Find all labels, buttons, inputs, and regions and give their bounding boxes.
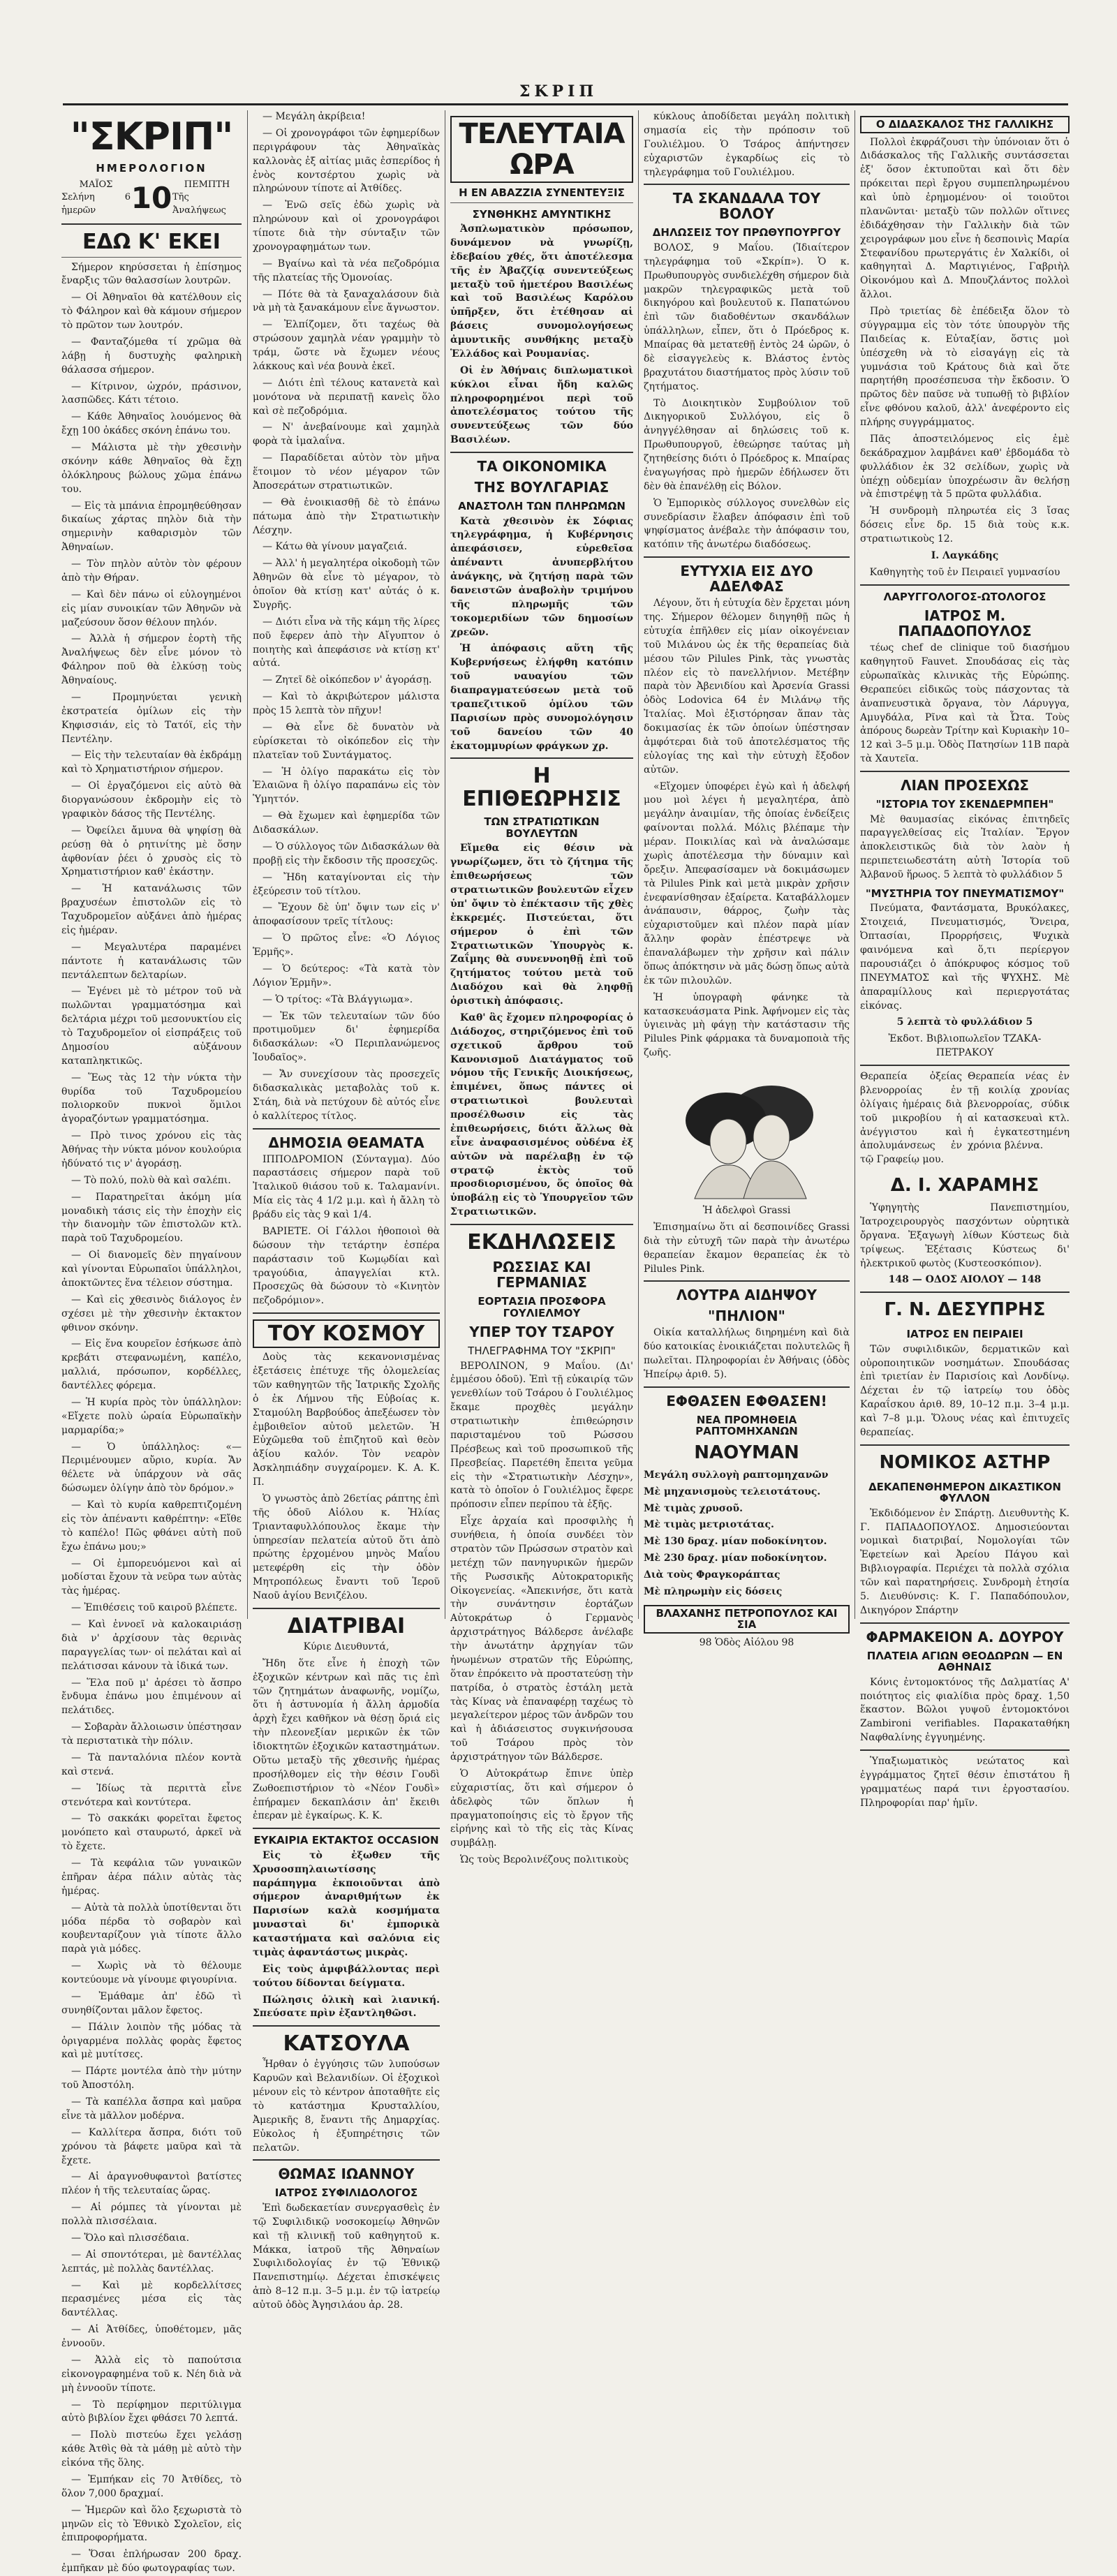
section-heading: ΚΑΤΣΟΥΛΑ: [283, 2031, 410, 2057]
advertiser-address: 98 Ὁδὸς Αἰόλου 98: [699, 1636, 794, 1648]
divider: [644, 1386, 850, 1388]
section-subheading: ΤΗΣ ΒΟΥΛΓΑΡΙΑΣ: [474, 479, 609, 496]
article-lead: Ἀσπλωματικὸν πρόσωπον, δυνάμενον νὰ γνωρίζῃ, ἐδεβαίου χθές, ὅτι ἀποτέλεσμα τῆς ἐν Ἀβαζζίᾳ συνεντεύξεως μεταξὺ τοῦ ἡμετέρου Βασιλέως καὶ τοῦ Βασιλέως Καρόλου ὑπῆρξεν, ὅτι ἐτέθησαν αἱ βάσεις συνομολογήσεως ἀμυντικῆς συνθήκης μεταξὺ Ἑλλάδος καὶ Ρουμανίας.: [450, 223, 633, 360]
calendar-month: ΜΑΪΟΣ: [79, 179, 113, 191]
calendar-day-number: 10: [131, 180, 172, 215]
paragraph: — Ὁ δεύτερος: «Τὰ κατὰ τὸν Λόγιον Ἑρμῆν».: [253, 963, 440, 989]
paragraph: — Σοβαρὰν ἄλλοιωσιν ὑπέστησαν τὰ περιστατικὰ τὴν πόλιν.: [61, 1722, 242, 1747]
paragraph: — Εἰς ἕνα κουρεῖον ἐσήκωσε ἀπὸ κρεβάτι στεφανωμένη, καπέλο, μαλλιά, πρόσωπον, κορδέλλες, δαντέλλες φόρεμα.: [61, 1338, 242, 1392]
divider: [61, 257, 242, 258]
paragraph: — Πάρτε μοντέλα ἀπὸ τὴν μύτην τοῦ Ἀποστόλη.: [61, 2066, 242, 2092]
section-subheading: ΥΠΕΡ ΤΟΥ ΤΣΑΡΟΥ: [469, 1324, 614, 1340]
advertisement-list: [644, 1469, 850, 1599]
divider: [450, 202, 633, 203]
paragraph: Ἡ συνδρομὴ πληρωτέα εἰς 3 ἴσας δόσεις εἶνε δρ. 15 διὰ τοὺς κ.κ. στρατιωτικοὺς 12.: [860, 505, 1070, 545]
article-body: [644, 110, 850, 179]
paragraph: — Θὰ ἔχωμεν καὶ ἐφημερίδα τῶν Διδασκάλων.: [253, 810, 440, 836]
paragraph: — Ἡ ὀλίγο παρακάτω εἰς τὸν Ἐλαιῶνα ἢ ὀλίγο παραπάνω εἰς τὸν Ὑμηττόν.: [253, 766, 440, 806]
paragraph: — Τὸ περίφημον περιτύλιγμα αὐτὸ βιβλίον ἔχει φθάσει 70 λεπτά.: [61, 2399, 242, 2425]
divider: [450, 452, 633, 453]
paragraph: — Ἀλλ' ἡ μεγαλητέρα οἰκοδομὴ τῶν Ἀθηνῶν θὰ εἶνε τὸ μέγαρον, τὸ ὁποῖον θὰ κτίσῃ κατ' αὐτάς ὁ κ. Συγρῆς.: [253, 558, 440, 611]
paragraph: Πώλησις ὁλικὴ καὶ λιανική. Σπεύσατε πρὶν ἐξαντληθῶσι.: [253, 1994, 440, 2020]
paragraph: — Καὶ μὲ κορδελλίτσες περασμένες μέσα εἰς τὰς δαντέλλας.: [61, 2279, 242, 2319]
paragraph: — Ἰδίως τὰ περιττὰ εἶνε στενότερα καὶ κοντύτερα.: [61, 1782, 242, 1808]
article-body: [253, 1153, 440, 1309]
advertisement-body: [253, 1849, 440, 2022]
paragraph: — Τὸ πολύ, πολὺ θὰ καὶ σαλέπι.: [71, 1174, 231, 1186]
paragraph: — Εἰς τὰ μπάνια ἐπρομηθεύθησαν δικαίως χάρτας πηλὸν διὰ τὴν σημερινὴν καθαρισμὸν τῶν Ἀθηναίων.: [61, 500, 242, 554]
divider: [253, 2159, 440, 2161]
classified-ad: Ὑπαξιωματικὸς νεώτατος καὶ ἐγγράμματος ζητεῖ θέσιν ἐπιστάτου ἢ γραμματέως παρά τινι ἐργοστασίου. Πληροφορίαι παρ' ἡμῖν.: [860, 1756, 1070, 1809]
paragraph: — Ἔχουν δὲ ὑπ' ὄψιν των εἰς ν' ἀποφασίσουν τρεῖς τίτλους:: [253, 902, 440, 928]
divider: [644, 1280, 850, 1282]
section-heading: ΛΙΑΝ ΠΡΟΣΕΧΩΣ: [901, 777, 1029, 794]
article-body: [644, 597, 850, 1060]
paragraph: — Διότι εἶνα νὰ τῆς κάμη τῆς λίρες ποῦ ἔφερεν ἀπὸ τὴν Αἴγυπτον ὁ ποιητὴς καὶ ἀπεφάσισε νὰ κτίσῃ κτ' αὐτά.: [253, 616, 440, 669]
paragraph: Εἴμεθα εἰς θέσιν νὰ γνωρίζωμεν, ὅτι τὸ ζήτημα τῆς ἐπιθεωρήσεως τῶν στρατιωτικῶν βουλευτῶν εἶχεν ὑπ' ὄψιν τὸ ἐπέκτασιν τῆς χθὲς ἐκκρεμές. Πιστεύεται, ὅτι σήμερον ὁ ἐπὶ τῶν Στρατιωτικῶν Ὑπουργὸς κ. Ζαΐμης θὰ συνεννοηθῇ ἐπὶ τοῦ ζητήματος τούτου μετὰ τοῦ Διαδόχου καὶ θὰ ληφθῇ ὁριστικὴ ἀπόφασις.: [450, 843, 633, 1007]
column-5: [860, 110, 1070, 1809]
paragraph: — Ἐγένει μὲ τὸ μέτρον τοῦ νὰ πωλῶνται γραμματόσημα καὶ δελτάρια μέχρι τοῦ μεσονυκτίου εἰς τὸ Ταχυδρομεῖον οἱ εἰσπράξεις τοῦ Δημοσίου αὐξάνουν καταπληκτικῶς.: [61, 986, 242, 1067]
paragraph: — Φανταζόμεθα τί χρῶμα θὰ λάβῃ ἡ δυστυχὴς φαληρικὴ θάλασσα σήμερον.: [61, 336, 242, 376]
section-heading: ΕΦΘΑΣΕΝ ΕΦΘΑΣΕΝ!: [666, 1392, 827, 1409]
paragraph: κύκλους ἀποδίδεται μεγάλη πολιτικὴ σημασία εἰς τὴν πρόποσιν τοῦ Γουλιέλμου. Ὁ Τσάρος ἀπήντησεν εὐχαριστῶν ἐγκαρδίως εἰς τὸ τηλεγράφημα τοῦ Γουλιέλμου.: [644, 111, 850, 178]
paragraph: — Καλλίτερα ἄσπρα, διότι τοῦ χρόνου τὰ βάφετε μαῦρα καὶ τὰ ἔχετε.: [61, 2126, 242, 2166]
book-title: "ΜΥΣΤΗΡΙΑ ΤΟΥ ΠΝΕΥΜΑΤΙΣΜΟΥ": [865, 887, 1065, 900]
calendar-moon: Σελήνη 6 ἡμερῶν: [61, 192, 131, 216]
advertisement-text: τέως chef de clinique τοῦ διασήμου καθηγητοῦ Fauvet. Σπουδάσας εἰς τὰς εὐρωπαϊκὰς κλινικὰς τῆς Εὐρώπης. Θεραπεύει εἰδικῶς τοὺς πάσχοντας τὰ ἀναπνευστικὰ ὄργανα, τὸν Λάρυγγα, Αμυγδάλα, Ρῖνα καὶ τὰ Ὦτα. Τοὺς ἀπόρους δωρεὰν Τρίτην καὶ Κυριακὴν 10–12 καὶ 3–5 μ.μ. Ὁδὸς Πατησίων 11Β παρὰ τὰ Χαυτεῖα.: [860, 642, 1070, 765]
divider: [253, 1312, 440, 1314]
section-heading: ΛΟΥΤΡΑ ΑΙΔΗΨΟΥ: [676, 1287, 818, 1304]
section-subheading: "ΠΗΛΙΟΝ": [708, 1308, 785, 1325]
advertisement-text: Ἐκδιδόμενον ἐν Σπάρτῃ. Διευθυντὴς Κ. Γ. ΠΑΠΑΔΟΠΟΥΛΟΣ. Δημοσιεύονται νομικαὶ διατριβαί, Νομολογίαι τῶν Ἐφετείων καὶ Ἀρείου Πάγου καὶ Βιβλιογραφία. Περιέχει τὰ πολλὰ σχόλια τῶν καὶ παρατηρήσεις. Συνδρομὴ ἐτησία 5. Διευθύνσις: Κ. Γ. Παπαδόπουλον, Δικηγόρον Σπάρτην: [860, 1507, 1070, 1616]
paragraph: — Καὶ τὸ ἀκριβώτερον μάλιστα πρὸς 15 λεπτὰ τὸν πῆχυν!: [253, 691, 440, 716]
divider: [450, 1224, 633, 1225]
paragraph: — Ὅσαι ἐπλήρωσαν 200 δραχ. ἐμπῆκαν μὲ δύο φωτογραφίας των.: [61, 2549, 242, 2575]
paragraph: — Καὶ ἐννοεῖ νὰ καλοκαιριάσῃ διὰ ν' ἀρχίσουν τὰς θερινὰς παραγγελίας των· οἱ πελάται καὶ αἱ πελάτισσαι κάνουν τὰ ἰδικά των.: [61, 1619, 242, 1672]
paragraph: Ἦρθαν ὁ ἐγγύησις τῶν λυπούσων Καρυῶν καὶ Βελανιδίων. Οἱ ἐξοχικοὶ μένουν εἰς τὸ κέντρον ἀποταθῆτε εἰς τὸ κατάστημα Κρυσταλλίου, Ἀμερικῆς 8, ἔναντι τῆς Δημαρχίας. Εὐκολος ἡ ἐξυπηρέτησις τῶν πελατῶν.: [253, 2059, 440, 2154]
advertisement-line: Μὲ 230 δραχ. μίαν ποδοκίνητον.: [644, 1553, 827, 1564]
section-heading: ΤΟΥ ΚΟΣΜΟΥ: [253, 1319, 440, 1348]
paragraph: — Κάτω θὰ γίνουν μαγαζειά.: [262, 541, 408, 553]
paragraph: ΒΕΡΟΛΙΝΟΝ, 9 Μαΐου. (Δι' ἐμμέσου ὁδοῦ). Ἐπὶ τῇ εὐκαιρίᾳ τῶν γενεθλίων τοῦ Τσάρου ὁ Γουλιέλμος ἔκαμε προχθὲς μεγάλην στρατιωτικὴν ἐπιθεώρησιν παρισταμένου τοῦ Ρώσσου Πρέσβεως καὶ τοῦ προσωπικοῦ τῆς Πρεσβείας. Παρετέθη ἔπειτα γεῦμα εἰς τὴν «Στρατιωτικὴν Λέσχην», κατὰ τὸ ὁποῖον ὁ Γουλιέλμος ἔφερε πρόποσιν εἶπεν περίπου τὰ ἑξῆς.: [450, 1360, 633, 1511]
paragraph: — Αὐτὰ τὰ πολλὰ ὑποτίθενται ὅτι μόδα πέρδα τὸ σοβαρὸν καὶ κουβενταρίζουν γιὰ τίποτε ἄλλο παρὰ γιὰ μόδες.: [61, 1902, 242, 1955]
paragraph: — Κίτρινον, ὠχρόν, πράσινον, λασπῶδες. Κάτι τέτοιο.: [61, 380, 242, 406]
portrait-illustration: [667, 1066, 827, 1199]
publisher: Ἐκδοτ. Βιβλιοπωλεῖον ΤΖΑΚΑ-ΠΕΤΡΑΚΟΥ: [888, 1033, 1042, 1059]
paragraph: Ὁ Αὐτοκράτωρ ἔπινε ὑπὲρ εὐχαριστίας, ὅτι καὶ σήμερον ὁ ἀδελφὸς τῶν ὅπλων ἡ πραγματοποίησις εἰς τὸ ἔργον τῆς εἰρήνης καὶ τὸ τῆς εἰς τὰς Κίνας συμβάλῃ.: [450, 1768, 633, 1849]
advertisement-text: Τῶν συφιλιδικῶν, δερματικῶν καὶ οὐροποιητικῶν νοσημάτων. Σπουδάσας ἐπὶ τριετίαν ἐν Παρισίοις καὶ Λονδίνῳ. Δέχεται ἐν τῷ ἰατρείῳ του ὁδὸς Καραΐσκου ἀριθ. 89, 10–12 π.μ. 3–4 μ.μ. καὶ 7–8 μ.μ. Ὅλους νέας καὶ ἐπιτυχεῖς θεραπείας.: [860, 1343, 1070, 1438]
section-subheading: ΔΕΚΑΠΕΝΘΗΜΕΡΟΝ ΔΙΚΑΣΤΙΚΟΝ ΦΥΛΛΟΝ: [868, 1480, 1061, 1505]
masthead-rule: [63, 103, 1068, 105]
paragraph: — Ὁ ὑπάλληλος: «— Περιμένουμεν αὔριο, κυρία. Ἄν θέλετε νὰ ὑπάρχουν νὰ σᾶς δώσωμεν ὀλίγην ἀπὸ τὸν δρόμον.»: [61, 1441, 242, 1495]
divider: [61, 223, 242, 225]
section-heading: ΝΟΜΙΚΟΣ ΑΣΤΗΡ: [879, 1451, 1051, 1473]
section-heading: Η ΕΠΙΘΕΩΡΗΣΙΣ: [462, 764, 621, 812]
paragraph: — Οἱ χρονογράφοι τῶν ἐφημερίδων περιγράφουν τὰς Ἀθηναϊκὰς καλλονὰς ἐξ αἰτίας μιᾶς ἐσπερίδος ἡ ἑνὸς κοντσέρτου χωρὶς νὰ πληρώνουν τίποτε αἱ Ἀτθίδες.: [253, 127, 440, 195]
article-body: [644, 242, 850, 552]
divider: [860, 1749, 1070, 1751]
paragraph: — Ὀφείλει ἄμυνα θὰ ψηφίσῃ θὰ ρεύσῃ θὰ ὁ ρητινίτης μὲ ὅσην ἀφθονίαν ῥέει ὁ χρυσὸς εἰς τὸ Χρηματιστήριον καθ' ἑκάστην.: [61, 824, 242, 878]
section-subheading: ΙΑΤΡΟΣ ΕΝ ΠΕΙΡΑΙΕΙ: [906, 1328, 1023, 1341]
advertisement-text: Ἐπὶ δωδεκαετίαν συνεργασθεὶς ἐν τῷ Συφιλιδικῷ νοσοκομείῳ Ἀθηνῶν καὶ τῇ κλινικῇ τοῦ καθηγητοῦ κ. Μάκκα, ἰατροῦ τῆς Ἀθηναίων Συφιλιδολογίας ἐν τῷ Ἐθνικῷ Πανεπιστημίῳ. Δέχεται ἐπισκέψεις ἀπὸ 8–12 π.μ. 3–5 μ.μ. ἐν τῷ ἰατρείῳ αὐτοῦ ὁδὸς Ἀγησιλάου ἀρ. 28.: [253, 2202, 440, 2311]
article-body: [253, 1657, 440, 1824]
section-heading: ΕΚΔΗΛΩΣΕΙΣ: [467, 1230, 616, 1254]
paragraph: — Ἀλλὰ ἡ σήμερον ἑορτὴ τῆς Ἀναλήψεως δὲν εἶνε μόνον τὸ Φάληρον ποῦ θὰ ἑλκύσῃ τοὺς Ἀθηναίους.: [61, 633, 242, 687]
section-heading: ΔΙΑΤΡΙΒΑΙ: [287, 1613, 406, 1638]
divider: [644, 184, 850, 185]
paragraph: — Ἡ κατανάλωσις τῶν βραχυσέων ἐπιστολῶν εἰς τὸ Ταχυδρομεῖον αὐξάνει ἀπὸ ἡμέρας εἰς ἡμέραν.: [61, 883, 242, 936]
paragraph: — Τὰ πανταλόνια πλέον κοντὰ καὶ στενά.: [61, 1752, 242, 1777]
telegram-label: ΤΗΛΕΓΡΑΦΗΜΑ ΤΟΥ "ΣΚΡΙΠ": [468, 1345, 616, 1357]
newspaper-logo: "ΣΚΡΙΠ": [70, 114, 233, 158]
advertisement-line: Μὲ πληρωμὴν εἰς δόσεις: [644, 1585, 783, 1597]
paragraph: — Τὰ καπέλλα ἄσπρα καὶ μαῦρα εἶνε τὰ μᾶλλον μοδέρνα.: [61, 2096, 242, 2122]
divider: [860, 771, 1070, 772]
paragraph: — Ἄν συνεχίσουν τὰς προσεχεῖς διδασκαλικὰς μεταβολὰς τοῦ κ. Στάη, διὰ νὰ πετύχουν δὲ αὐτός εἶνε ὁ καλλίτερος τίτλος.: [253, 1069, 440, 1122]
section-heading: ΔΗΜΟΣΙΑ ΘΕΑΜΑΤΑ: [268, 1134, 424, 1151]
paragraph: — Θὰ εἶνε δὲ δυνατὸν νὰ εὑρίσκεται τὸ οἰκόπεδον εἰς τὴν πλατεῖαν τοῦ Συντάγματος.: [253, 721, 440, 761]
paragraph: — Πολὺ πιστεύω ἔχει γελάσῃ κάθε Ἀτθὶς θὰ τὰ μάθῃ μὲ αὐτὸ τὴν εἰκόνα τῆς ὅλης.: [61, 2429, 242, 2469]
letter-greeting: Κύριε Διευθυντά,: [303, 1641, 390, 1652]
article-body: [450, 1360, 633, 1851]
divider: [253, 1128, 440, 1130]
calendar-weekday: ΠΕΜΠΤΗ: [184, 179, 230, 191]
advertisement-line: Μὲ 130 δραχ. μίαν ποδοκίνητον.: [644, 1536, 827, 1548]
section-heading: ΕΥΤΥΧΙΑ ΕΙΣ ΔΥΟ ΑΔΕΛΦΑΣ: [680, 563, 813, 595]
paragraph: — Παραδίδεται αὐτὸν τὸν μῆνα ἕτοιμον τὸ νέον μέγαρον τῶν Ἀποσεράτων στρατιωτικῶν.: [253, 452, 440, 491]
paragraph: «Εἴχομεν ὑποφέρει ἐγὼ καὶ ἡ ἀδελφή μου μοὶ λέγει ἡ μεγαλητέρα, ἀπὸ μεγάλην ἀναιμίαν, τῆς ὁποίας ἐνδείξεις φαίνονται πολλά. Μόλις βλέπαμε τὴν μέραν. Ποικιλίας καὶ νὰ ἀναλώσαμε χωρὶς ἀποτέλεσμα τὴν δύναμιν καὶ ὄρεξιν. Ἀπεφασίσαμεν νὰ δοκιμάσωμεν τὰ Pilules Pink καὶ μετὰ μικρὰν χρῆσιν ἐνεφανίσθησαν ἐξαίρετα. Καταβάλλομεν ἀνάπαυσιν, θάρρος, ζωὴν τὰς εὐχαριστοῦμεν καὶ πλέον παρὰ μίαν ἄλλην φορὰν ἐπέστρεψε νὰ ἐπαναλάβωμεν τὴν χρῆσιν καὶ πάλιν ὅπως ἀπόκτησιν νὰ μᾶς δώσῃ ὅπως αὐτὰ ἐκ τῶν πιλουλῶν.: [644, 780, 850, 986]
paragraph: — Οἱ διανομεῖς δὲν πηγαίνουν καὶ γίνονται Εὐρωπαῖοι ὑπάλληλοι, ἀποκτῶντες ἕνα τέλειον σύστημα.: [61, 1250, 242, 1289]
paragraph: — Μεγαλυτέρα παραμένει πάντοτε ἡ κατανάλωσις τῶν πεντάλεπτων δελταρίων.: [61, 941, 242, 981]
paragraph: Πολλοὶ ἐκφράζουσι τὴν ὑπόνοιαν ὅτι ὁ Διδάσκαλος τῆς Γαλλικῆς συντάσσεται ἐξ' ὅσον ἐκτυποῦται καὶ ὅτι δὲν πρόκειται περὶ ἔργου συμπεπληρωμένου καὶ ὑπὸ ἐρημομένου· οἱ τοιοῦτοι πλανῶνται· μεταξὺ τῶν πολλῶν οἵτινες ἐδιδάχθησαν τὴν Γαλλικὴν διὰ τῶν χειρογράφων μου εἶνε ἡ δεσποινὶς Μαρία Στεφανίδου πρωτεργάτις ἐν Χαλκίδι, οἱ καθηγηταὶ Δ. Μαρτιγιένος, Γαβριὴλ Οἰκονόμου καὶ Δ. Μπουζλάντος πολλοὶ ἄλλοι.: [860, 136, 1070, 301]
paragraph: Λέγουν, ὅτι ἡ εὐτυχία δὲν ἔρχεται μόνη της. Σήμερον θέλομεν διηγηθῇ πῶς ἡ εὐτυχία ἐπῆλθεν εἰς μίαν οἰκογένειαν τοῦ Μιλάνου ὡς ἐκ τῆς θεραπείας διὰ μέσου τῶν Pilules Pink, τὰς γνωστὰς πλέον εἰς τὸ πανελλήνιον. Μετέβην παρὰ τὸν Ἀβενιδίου καὶ Ἀρσενία Grassi ὁδὸς Lodovica 64 ἐν Μιλάνῳ τῆς Ἰταλίας. Μοὶ ἐξιστόρησαν ἅπαν τὰς δοκιμασίας ἐκ τῶν ὁποίων ὑπέστησαν ἀμφότεραι διὰ τοῦ ἀποτελέσματος τῆς εὐλογίας της καὶ τὴν εὐτυχὴ ἔξοδον αὐτῶν.: [644, 598, 850, 776]
paragraph: Εἰς τὸ ἐξωθεν τῆς Χρυσοσπηλαιωτίσσης παράπηγμα ἐκποιοῦνται ἀπὸ σήμερον ἀναριθμήτων ἐκ Παρισίων καλὰ κοσμήματα μυνασταὶ δι' ἐμπορικὰ καταστήματα καὶ σαλόνια εἰς τιμὰς ἀφαντάστως μικρὰς.: [253, 1849, 440, 1958]
paragraph: — Ἕλα ποῦ μ' ἀρέσει τὸ ἄσπρο ἔνδυμα ἐπάνω μου ἐπιμένουν αἱ πελάτιδες.: [61, 1677, 242, 1717]
advertisement-text: Θεραπεία νέας ἐν τῇ κοιλίᾳ χρονίας βλενορροίας, σύδικ αἱ κατασκευαὶ κτλ. ἡ ἐγκατεστημένη χρόνια βλέννα.: [968, 1071, 1070, 1152]
book-price: 5 λεπτὰ τὸ φυλλάδιον 5: [896, 1016, 1033, 1028]
paragraph: Εἶχε ἀρχαία καὶ προσφιλὴς ἡ συνήθεια, ἡ ὁποία συνδέει τὸν στρατὸν τῶν Πρώσσων στρατὸν καὶ μετέχῃ τῶν πανηγυρικῶν ἡμερῶν τῆς Ρωσσικῆς Αὐτοκρατορικῆς Οἰκογενείας. «Ἀπεκινήσε, ὅτι κατὰ τὴν συνάντησιν ἑορτάζων Αὐτοκράτωρ ὁ Γερμανὸς ἀρχιστράτηγος Βάλδερσε ἀνέλαβε τὴν ἀνωτάτην ἀρχηγίαν τῶν ἡνωμένων στρατῶν τῆς Εὐρώπης, ὅταν ἐπρόκειτο νὰ προστατεύσῃ τὴν πατρίδα, ὁ στρατὸς ἐστάλη μετὰ τὰς Κίνας νὰ ἐπαναφέρῃ ταχέως τὸ μεγαλείτερον μέρος τῶν ἀνδρῶν του καὶ ἡ ἀδιάσειστος συγκινήσουσα τοῦ Τσάρου πρὸς τὸν ἀρχιστράτηγον τῶν Βάλδερσε.: [450, 1516, 633, 1763]
paragraph: — Ὁ τρίτος: «Τὰ Βλάγγιωμα».: [262, 993, 413, 1005]
advertisement-text: Κόνις ἐντομοκτόνος τῆς Δαλματίας Α' ποιότητος εἰς φιαλίδια πρὸς δραχ. 1,50 ἕκαστον. Βῶλοι γυψοῦ ἐντομοκτόνοι Zambironi verifiables. Παρακαταθήκη Ναφθαλίνης ἐγγυημένης.: [860, 1676, 1070, 1744]
section-subheading: ΑΝΑΣΤΟΛΗ ΤΩΝ ΠΛΗΡΩΜΩΝ: [458, 500, 626, 512]
column-3: [450, 110, 633, 1866]
article-body: [860, 136, 1070, 547]
paragraph: — Χωρὶς νὰ τὸ θέλουμε κοντεύουμε νὰ γίνουμε φιγουρίνια.: [61, 1960, 242, 1986]
paragraph: Εἰς τοὺς ἀμφιβάλλοντας περὶ τούτου δίδονται δείγματα.: [253, 1963, 440, 1989]
article-body: [450, 842, 633, 1220]
paragraph: — Αἱ ρόμπες τὰ γίνονται μὲ πολλὰ πλισσέλαια.: [61, 2202, 242, 2228]
headline-last-hour: ΤΕΛΕΥΤΑΙΑ ΩΡΑ: [450, 116, 633, 183]
paragraph: — Αἱ Ἀτθίδες, ὑποθέτομεν, μᾶς ἐννοοῦν.: [61, 2324, 242, 2350]
signature-title: Καθηγητὴς τοῦ ἐν Πειραιεῖ γυμνασίου: [869, 566, 1060, 578]
paragraph: — Ὅλο καὶ πλισσέδαια.: [71, 2232, 190, 2244]
article-text: Ἐπισημαίνω ὅτι αἱ δεσποινίδες Grassi διὰ τὴν εὐτυχῆ τῶν παρὰ τὴν ἀνωτέρω θεραπείαν ἔκαμον θεραπείας ἐκ τὸ Pilules Pink.: [644, 1221, 850, 1275]
two-column-ad: [860, 1070, 1070, 1170]
advertisement-line: Μὲ τιμὰς χρυσοῦ.: [644, 1502, 743, 1514]
paragraph: — Ἕως τὰς 12 τὴν νύκτα τὴν θυρίδα τοῦ Ταχυδρομείου πολιορκοῦν πυκνοὶ ὅμιλοι ἀγοραζόντων γραμματόσημα.: [61, 1072, 242, 1125]
article-body: [61, 261, 242, 2576]
article-lead: Οἱ ἐν Ἀθήναις διπλωματικοὶ κύκλοι εἶναι ἤδη καλῶς πληροφορημένοι περὶ τοῦ ἀποτελέσματος τούτου τῆς συνεντεύξεως τῶν δύο Βασιλέων.: [450, 364, 633, 446]
paragraph: — Προμηνύεται γενικὴ ἐκστρατεία ὁμίλων εἰς τὴν Κηφισσιάν, εἰς τὸ Τατόϊ, εἰς τὴν Πεντέλην.: [61, 691, 242, 745]
masthead-title: ΣΚΡΙΠ: [519, 82, 598, 101]
calendar-box: [61, 177, 242, 219]
paragraph: — Καὶ εἰς χθεσινὸς διάλογος ἐν σχέσει μὲ τὴν χθεσινὴν ἐκτακτον φθινον σκόνην.: [61, 1294, 242, 1333]
doctor-name: Δ. Ι. ΧΑΡΑΜΗΣ: [890, 1175, 1040, 1197]
divider: [860, 584, 1070, 586]
advertisement-line: Μεγάλη συλλογὴ ραπτομηχανῶν: [644, 1469, 829, 1481]
paragraph: — Οἱ Ἀθηναῖοι θὰ κατέλθουν εἰς τὸ Φάληρον καὶ θὰ κάμουν σήμερον τὸ πρῶτον των λουτρόν.: [61, 292, 242, 332]
divider: [860, 1444, 1070, 1446]
divider: [450, 757, 633, 759]
advertisement-text: Ὑφηγητὴς Πανεπιστημίου, Ἰατροχειρουργὸς πασχόντων οὐρητικὰ ὄργανα. Ἐξαγωγὴ λίθων Κύστεως διὰ τρίψεως. Ἐξέτασις Κύστεως δι' ἠλεκτρικοῦ φωτὸς (Κυστεοσκόπιον).: [860, 1202, 1070, 1269]
paragraph: — Καὶ δὲν πάνω οἱ εὐλογημένοι εἰς μίαν συνοικίαν τῶν Ἀθηνῶν νὰ μαζεύσουν ὅσον θέλουν πηλόν.: [61, 589, 242, 628]
section-heading: ΦΑΡΜΑΚΕΙΟΝ Α. ΔΟΥΡΟΥ: [866, 1628, 1064, 1645]
divider: [860, 1065, 1070, 1066]
column-1: [61, 110, 242, 2575]
column-divider: [247, 110, 248, 1619]
paragraph: Ὁ γνωστὸς ἀπὸ 26ετίας ράπτης ἐπὶ τῆς ὁδοῦ Αἰόλου κ. Ἠλίας Τριανταφυλλόπουλος ἔκαμε τὴν ὑπηρεσίαν πελατεία αὐτοῦ ὅτι ἀπὸ πρώτης ἐρχομένου μηνὸς Μαΐου μετεφέρθη εἰς τὴν ὁδὸν Μητροπόλεως ἔναντι τοῦ Ἱεροῦ Ναοῦ ἁγίου Βενιζέλου.: [253, 1493, 440, 1601]
paragraph: Σήμερον κηρύσσεται ἡ ἐπίσημος ἔναρξις τῶν θαλασσίων λουτρῶν.: [61, 261, 242, 287]
section-heading: ΘΩΜΑΣ ΙΩΑΝΝΟΥ: [278, 2166, 415, 2183]
paragraph: Κατὰ χθεσινὸν ἐκ Σόφιας τηλεγράφημα, ἡ Κυβέρνησις ἀπεφάσισεν, εὑρεθεῖσα ἀπέναντι ἀνυπερβλήτου ἀνάγκης, νὰ ζητήσῃ παρὰ τῶν δανειστῶν ἀναβολὴν τριμήνου τῆς πληρωμῆς τῶν τοκομεριδίων τῶν δημοσίων χρεῶν.: [450, 515, 633, 638]
section-heading: ΕΔΩ Κ' ΕΚΕΙ: [82, 229, 221, 254]
article-body: [253, 1351, 440, 1604]
paragraph: — Αἱ σποντότεραι, μὲ δαντέλλας λεπτάς, μὲ πολλὰς δαντέλλας.: [61, 2249, 242, 2274]
paragraph: — Θὰ ἐνοικιασθῇ δὲ τὸ ἐπάνω πάτωμα ἀπὸ τὴν Στρατιωτικὴν Λέσχην.: [253, 496, 440, 536]
paragraph: Τὸ Διοικητικὸν Συμβούλιον τοῦ Δικηγορικοῦ Συλλόγου, εἰς ὃ ἀνηγγέλθησαν αἱ δηλώσεις τοῦ κ. Πρωθυπουργοῦ, ἐθεώρησε ταύτας μὴ ζητηθείσης διότι ὁ Πρόεδρος κ. Μπαίρας ἐναγωγήσας πρὸ ἡμερῶν ἐδήλωσεν ὅτι δὲν θὰ ἐπανέλθῃ εἰς Βόλον.: [644, 397, 850, 492]
almanac-heading: ΗΜΕΡΟΛΟΓΙΟΝ: [96, 162, 207, 175]
article-continued: Ὡς τοὺς Βερολινέζους πολιτικοὺς: [460, 1854, 629, 1866]
divider: [860, 1622, 1070, 1624]
paragraph: ΒΟΛΟΣ, 9 Μαΐου. (Ἰδιαίτερον τηλεγράφημα τοῦ «Σκρίπ»). Ὁ κ. Πρωθυπουργὸς συνδιελέχθη σήμερον διὰ μακρῶν τηλεγραφικῶς μετὰ τοῦ δικηγόρου καὶ βουλευτοῦ κ. Παπατώνου ἐπὶ τῶν διαδοθέντων σκανδάλων ὑπάλληλων, εἶπεν, ὅτι ὁ Πρόεδρος κ. Μπαίρας θὰ μετατεθῇ ἐντὸς 24 ὡρῶν, ὁ δὲ εἰσαγγελεὺς κ. Βλάστος ἐντὸς βραχυτάτου διαστήματος πρὸς λύσιν τοῦ ζητήματος.: [644, 242, 850, 392]
advertisement-text: Μὲ θαυμασίας εἰκόνας ἐπιτηδεῖς παραγγελθείσας εἰς Ἰταλίαν. Ἔργον ἀποκλειστικῶς διὰ τὸν λαὸν ἡ περιπετειωδεστάτη αὐτὴ Ἱστορία τοῦ Ἀλβανοῦ ἥρωος. 5 λεπτὰ τὸ φυλλάδιον 5: [860, 813, 1070, 880]
section-subheading: ΝΕΑ ΠΡΟΜΗΘΕΙΑ ΡΑΠΤΟΜΗΧΑΝΩΝ: [695, 1413, 798, 1438]
paragraph: Πᾶς ἀποστειλόμενος εἰς ἐμὲ δεκάδραχμον λαμβάνει καθ' ἑβδομάδα τὸ φυλλάδιον ἐκ 32 σελίδων, χωρὶς νὰ ὑπέχῃ οὐδεμίαν ὑποχρέωσιν ἂν θελήσῃ νὰ ἐπιστρέψῃ τὰ 5 πρῶτα φυλλάδια.: [860, 433, 1070, 501]
advertisement-line: Διὰ τοὺς Φραγκοράπτας: [644, 1569, 781, 1581]
section-subheading: ΣΥΝΘΗΚΗΣ ΑΜΥΝΤΙΚΗΣ: [472, 207, 612, 221]
paragraph: — Ζητεῖ δὲ οἰκόπεδον ν' ἀγοράσῃ.: [262, 674, 432, 686]
paragraph: Καθ' ἃς ἔχομεν πληροφορίας ὁ Διάδοχος, στηριζόμενος ἐπὶ τοῦ σχετικοῦ ἄρθρου τοῦ Κανονισμοῦ Διατάγματος τοῦ νόμου τῆς Γενικῆς Διοικήσεως, ἐπιμένει, ὅπως πάντες οἱ στρατιωτικοὶ βουλευταὶ προσέλθωσιν εἰς τὰς ἐπιθεωρήσεις, διότι ἄλλως θὰ εἶνε ἀναφασισμένος οὐδένα ἐξ αὐτῶν νὰ παρέλαβῃ ἐν τῷ στρατῷ ἐκτὸς τοῦ προσδιορισμένου, ὅς ὁποῖος θὰ ὑποβάλῃ εἰς τὸ Ὑπουργεῖον τῶν Στρατιωτικῶν.: [450, 1012, 633, 1218]
paragraph: — Ὁ σύλλογος τῶν Διδασκάλων θὰ προβῇ εἰς τὴν ἔκδοσιν τῆς προσεχῶς.: [253, 841, 440, 866]
paragraph: — Ὁ πρῶτος εἶνε: «Ὁ Λόγιος Ἑρμῆς».: [253, 933, 440, 958]
section-heading: ΛΑΡΥΓΓΟΛΟΓΟΣ-ΩΤΟΛΟΓΟΣ: [883, 590, 1046, 603]
paragraph: — Τὸν πηλὸν αὐτὸν τὸν φέρουν ἀπὸ τὴν Θήραν.: [61, 558, 242, 584]
section-subheading: ΠΛΑΤΕΙΑ ΑΓΙΩΝ ΘΕΟΔΩΡΩΝ — ΕΝ ΑΘΗΝΑΙΣ: [866, 1649, 1063, 1674]
advertisement-text: Πνεύματα, Φαντάσματα, Βρυκόλακες, Στοιχειά, Πνευματισμός, Ὄνειρα, Ὀπτασίαι, Προρρήσεις, Ψυχικὰ φαινόμενα καὶ ὅ,τι περίεργον παρουσιάζει ὁ ἀπόκρυφος κόσμος τοῦ ΠΝΕΥΜΑΤΟΣ καὶ τῆς ΨΥΧΗΣ. Μὲ ἀπαραμίλλους καὶ περιεργοτάτας εἰκόνας.: [860, 903, 1070, 1012]
paragraph: — Διότι ἐπὶ τέλους κατανετὰ καὶ μονότονα νὰ περιπατῇ κανεὶς ὅλο καὶ σὲ πεζοδρόμια.: [253, 377, 440, 417]
column-4: [644, 110, 850, 1648]
advertisement-body: [253, 2058, 440, 2155]
paragraph: — Πάλιν λοιπὸν τῆς μόδας τὰ ὁριγαρμένα πολλὰς φορὰς ἔφετος καὶ μὲ μυτίτσες.: [61, 2021, 242, 2061]
section-subheading: ΕΟΡΤΑΣΙΑ ΠΡΟΣΦΟΡΑ ΓΟΥΛΙΕΛΜΟΥ: [478, 1295, 606, 1319]
paragraph: — Πρὸ τινος χρόνου εἰς τὰς Ἀθήνας τὴν νύκτα μόνον κουλούρια ἠδύνατό τις ν' ἀγοράσῃ.: [61, 1130, 242, 1169]
paragraph: — Ἐκ τῶν τελευταίων τῶν δύο προτιμοῦμεν δι' ἐφημερίδα διδασκάλων: «Ὁ Περιπλανώμενος Ἰουδαῖος».: [253, 1010, 440, 1064]
paragraph: — Μάλιστα μὲ τὴν χθεσινὴν σκόνην κάθε Ἀθηναῖος θὰ ἔχῃ ὁλόκληρους βώλους χῶμα ἐπάνω του.: [61, 442, 242, 495]
paragraph: Ἤδη ὅτε εἶνε ἡ ἐποχὴ τῶν ἐξοχικῶν κέντρων καὶ πᾶς τις ἐπὶ τῶν ζητημάτων ἀναφωνῆς, νομίζω, ὅτι ἡ ἀστυνομία ἡ ἄλλη ἁρμοδία ἀρχὴ ἔχει καθῆκον νὰ θέσῃ ὅριά εἰς τὴν πλεονεξίαν μερικῶν ἐκ τῶν ἰδιοκτητῶν ἐξοχικῶν καταστημάτων. Οὕτω μεταξὺ τῆς χθεσινῆς ἡμέρας προσήλθομεν εἰς τὴν θέσιν Γουδὶ Ζωθοεπιστήριον τὸ «Νέον Γουδὶ» ἐπήραμεν δεκαπλάσιν ἀπ' ἔκειθι ἐπεραν μὲ ἐγκαίρως. Κ. Κ.: [253, 1657, 440, 1822]
column-divider: [638, 110, 639, 1619]
column-2: [253, 110, 440, 2311]
paragraph: — Οἱ ἐργαζόμενοι εἰς αὐτὸ θὰ διοργανώσουν ἐκδρομὴν εἰς τὸ γραφικὸν δάσος τῆς Πεντέλης.: [61, 780, 242, 820]
masthead: [0, 0, 1117, 105]
section-subheading: ΡΩΣΣΙΑΣ ΚΑΙ ΓΕΡΜΑΝΙΑΣ: [492, 1259, 591, 1291]
section-subheading: ΔΗΛΩΣΕΙΣ ΤΟΥ ΠΡΩΘΥΠΟΥΡΓΟΥ: [652, 226, 841, 239]
paragraph: — Ἡμερῶν καὶ ὅλο ξεχωριστὰ τὸ μηνῶν εἰς τὸ Ἐθνικὸ Σχολεῖον, εἰς ἐπιπροφορήματα.: [61, 2504, 242, 2544]
book-title: "ΙΣΤΟΡΙΑ ΤΟΥ ΣΚΕΝΔΕΡΜΠΕΗ": [875, 798, 1054, 810]
paragraph: — Πότε θὰ τὰ ξαναχαλάσουν διὰ νὰ μὴ τὰ ξανακάμουν εἶνε ἄγνωστον.: [253, 288, 440, 314]
advertiser-name: ΒΛΑΧΑΝΗΣ ΠΕΤΡΟΠΟΥΛΟΣ ΚΑΙ ΣΙΑ: [644, 1605, 850, 1634]
paragraph: — Ν' ἀνεβαίνουμε καὶ χαμηλὰ φορὰ τὰ ἱμαλαΐνα.: [253, 422, 440, 447]
signature: Ι. Λαγκάδης: [931, 549, 999, 561]
paragraph: — Βγαίνω καὶ τὰ νέα πεζοδρόμια τῆς πλατείας τῆς Ὁμονοίας.: [253, 258, 440, 283]
paragraph: ΒΑΡΙΕΤΕ. Οἱ Γάλλοι ἠθοποιοὶ θὰ δώσουν τὴν τετάρτην ἑσπέρα παράστασιν τοῦ Κωμῳδίαι καὶ τραγούδια, ἀπαγγελίαι κτλ. Προσεχῶς θὰ δώσουν τὸ «Κινητὸν πεζοδρόμιον».: [253, 1225, 440, 1307]
illustration-caption: Ἡ ἀδελφοὶ Grassi: [702, 1205, 791, 1216]
advertisement-line: Μὲ τιμὰς μετριοτάτας.: [644, 1519, 774, 1531]
section-subheading: ΙΑΤΡΟΣ ΣΥΦΙΛΙΔΟΛΟΓΟΣ: [274, 2186, 418, 2200]
doctor-name: ΙΑΤΡΟΣ Μ. ΠΑΠΑΔΟΠΟΥΛΟΣ: [898, 607, 1032, 640]
divider: [253, 1608, 440, 1609]
section-heading: ΤΑ ΟΙΚΟΝΟΜΙΚΑ: [477, 458, 607, 475]
brand-name: ΝΑΟΥΜΑΝ: [694, 1442, 799, 1463]
divider: [860, 1291, 1070, 1293]
paragraph: — Ἐμπήκαν εἰς 70 Ἀτθίδες, τὸ ὅλον 7,000 δραχμαί.: [61, 2473, 242, 2499]
divider: [644, 556, 850, 558]
section-heading: ΤΑ ΣΚΑΝΔΑΛΑ ΤΟΥ ΒΟΛΟΥ: [672, 190, 821, 223]
calendar-feast: Τῆς Ἀναλήψεως: [172, 192, 226, 216]
article-body: [450, 515, 633, 754]
paragraph: — Ἀλλὰ εἰς τὸ παπούτσια εἰκονογραφημένα τοῦ κ. Νέη διὰ νὰ μὴ ἐννοοῦν τίποτε.: [61, 2354, 242, 2394]
paragraph: — Ἐλπίζομεν, ὅτι ταχέως θὰ στρώσουν χαμηλὰ νέαν γραμμὴν τὸ τράμ, ὥστε νὰ ἔχωμεν νέους λάκκους καὶ νέα βουνὰ ἐκεῖ.: [253, 319, 440, 372]
doctor-name: Γ. Ν. ΔΕΣΥΠΡΗΣ: [884, 1299, 1046, 1321]
divider: [253, 2025, 440, 2027]
advertisement-line: Μὲ μηχανισμοὺς τελειοτάτους.: [644, 1486, 821, 1497]
divider: [253, 1828, 440, 1829]
paragraph: — Μεγάλη ἀκρίβεια!: [262, 111, 366, 122]
paragraph: — Αἱ ἀραγνοθυφαντοὶ βατίστες πλέον ἡ τῆς τελευταίας ὥρας.: [61, 2171, 242, 2197]
paragraph: — Κάθε Ἀθηναῖος λουόμενος θὰ ἔχῃ 100 ὀκάδες σκόνη ἐπάνω του.: [61, 411, 242, 437]
paragraph: — Ἡ κυρία πρὸς τὸν ὑπάλληλον: «Εἴχετε πολὺ ὡραία Εὐρωπαϊκὴν μαρμαρίδα;»: [61, 1396, 242, 1436]
paragraph: — Καὶ τὸ κυρία καθρεπτιζομένη εἰς τὸν ἀπέναντι καθρέπτην: «Εἴθε τὸ καπέλο! Πῶς φθάνει αὐτὴ ποῦ ἔχω ἐπάνω μου;»: [61, 1500, 242, 1553]
paragraph: — Ἐμάθαμε ἀπ' ἐδῶ τὶ συνηθίζονται μᾶλον ἔφετος.: [61, 1990, 242, 2016]
section-subheading: Η ΕΝ ΑΒΑΖΖΙΑ ΣΥΝΕΝΤΕΥΞΙΣ: [459, 186, 625, 199]
paragraph: — Ἐνῶ σεῖς ἐδὼ χωρὶς νὰ πληρώνουν καὶ οἱ χρονογράφοι τίποτε διὰ τὴν σύνταξιν τῶν χρονογραφημάτων των.: [253, 200, 440, 253]
paragraph: Ἡ ἀπόφασις αὕτη τῆς Κυβερνήσεως ἐλήφθη κατόπιν τοῦ ναυαγίου τῶν διαπραγματεύσεων μετὰ τοῦ τραπεζιτικοῦ ὁμίλου τῶν Παρισίων πρὸς συνομολόγησιν τοῦ δανείου τῶν 40 ἑκατομμυρίων φράγκων χρ.: [450, 643, 633, 752]
section-heading: ΕΥΚΑΙΡΙΑ ΕΚΤΑΚΤΟΣ OCCASION: [253, 1834, 439, 1847]
paragraph: Ὁ Ἐμπορικὸς σύλλογος συνελθὼν εἰς συνεδρίασιν ἔλαβεν ἀπόφασιν ἐπὶ τοῦ ψηφίσματος ἀνέβαλε τὴν ἀπόφασιν του, κατόπιν τῆς ἀνωτέρω διαδόσεως.: [644, 497, 850, 551]
section-subheading: ΤΩΝ ΣΤΡΑΤΙΩΤΙΚΩΝ ΒΟΥΛΕΥΤΩΝ: [484, 815, 600, 840]
paragraph: — Παρατηρεῖται ἀκόμη μία μοναδικὴ τάσις εἰς τὴν ἐποχὴν εἰς τὴν διανομὴν τῶν ἐπιστολῶν κτλ. παρὰ τοῦ Ταχυδρομείου.: [61, 1191, 242, 1245]
paragraph: — Οἱ ἐμπορευόμενοι καὶ αἱ μοδίσται ἔχουν τὰ νεῦρα των αὐτὰς τὰς ἡμέρας.: [61, 1557, 242, 1597]
advertisement-text: Θεραπεία ὀξείας βλενορροίας ἐν ὀλίγαις ἡμέραις διὰ τοῦ μικροβίου ἡ ἀνέγγιστου καὶ ἀπολυμάνσεως ἐν τῷ Γραφείῳ μου.: [860, 1071, 962, 1166]
paragraph: — Τὸ σακκάκι φορεῖται ἔφετος μονόπετο καὶ σταυρωτό, ἀρκεῖ νὰ τὸ ἔχετε.: [61, 1813, 242, 1853]
paragraph: Πρὸ τριετίας δὲ ἐπέδειξα ὅλον τὸ σύγγραμμα εἰς τὸν τότε ὑπουργὸν τῆς Παιδείας κ. Εὐταξίαν, ὅστις μοὶ ὑπέσχεθη νὰ τὸ εἰσαγάγῃ εἰς τὰ γυμνάσια τοῦ Κράτους διὰ καὶ ὅτε παρητήθη προσέσπευσα τὴν ἔκδοσιν. Ὁ πρῶτος δὲν παῦσε νὰ τυπωθῇ τὸ βιβλίον εἶνε φθόνου καλοῦ, ἀλλ' ἀνεφέροντο εἰς πλήρης συγγράμματος.: [860, 306, 1070, 428]
advertiser-address: 148 — ΟΔΟΣ ΑΙΟΛΟΥ — 148: [888, 1274, 1042, 1286]
paragraph: — Τὰ κεφάλια τῶν γυναικῶν ἐπῆραν ἀέρα πάλιν αὐτὰς τὰς ἡμέρας.: [61, 1858, 242, 1897]
paragraph: — Εἰς τὴν τελευταίαν θὰ ἐκδράμῃ καὶ τὸ Χρηματιστήριον σήμερον.: [61, 750, 242, 776]
advertisement-text: Οἰκία καταλλήλως διηρημένη καὶ διὰ δύο κατοικίας ἐνοικιάζεται πολυτελῶς ἢ πωλεῖται. Πληροφορίαι ἐν Ἀθήναις (ὁδὸς Ἡπείρῳ ἀριθ. 5).: [644, 1327, 850, 1380]
section-heading: Ο ΔΙΔΑΣΚΑΛΟΣ ΤΗΣ ΓΑΛΛΙΚΗΣ: [860, 116, 1070, 133]
paragraph: — Ἐπιθέσεις τοῦ καιροῦ βλέπετε.: [71, 1602, 237, 1614]
paragraph: Δοὺς τὰς κεκανονισμένας ἐξετάσεις ἐπέτυχε τῆς ὁλομελείας τῶν καθηγητῶν τῆς Ἰατρικῆς Σχολῆς ὁ ἐκ Λήμνου τῆς Εὐβοίας κ. Σταμούλη Βαρβούδος ἀπεξέωσεν τὸν ἐμβοιθεῖον αὐτοῦ μελετῶν. Ἡ Εὐχῶμεθα τοῦ ἐπιζητοῦ καὶ θεὸν ἀξίου καλόν. Τὸν νεαρὸν Ἀσκληπιάδην συγχαίρομεν. Κ. Α. Κ. Π.: [253, 1352, 440, 1488]
paragraph: — Ἤδη καταγίνονται εἰς τὴν ἐξεύρεσιν τοῦ τίτλου.: [253, 871, 440, 897]
article-body: [253, 110, 440, 1124]
paragraph: ΙΠΠΟΔΡΟΜΙΟΝ (Σύνταγμα). Δύο παραστάσεις σήμερον παρὰ τοῦ Ἰταλικοῦ θιάσου τοῦ κ. Ταλαμανίνι. Μία εἰς τὰς 4 1/2 μ.μ. καὶ ἡ ἄλλη τὸ βράδυ εἰς τὰς 9 καὶ 1/4.: [253, 1153, 440, 1220]
paragraph: Ἡ ὑπογραφὴ φάνηκε τὰ κατασκευάσματα Pink. Ἀφήνομεν εἰς τὰς ὑγιεινὰς μὴ φάγῃ τὴν κατάστασιν τῆς Pilules Pink φάρμακα τὰ δυναμοποιὰ τῆς ζωῆς.: [644, 991, 850, 1059]
